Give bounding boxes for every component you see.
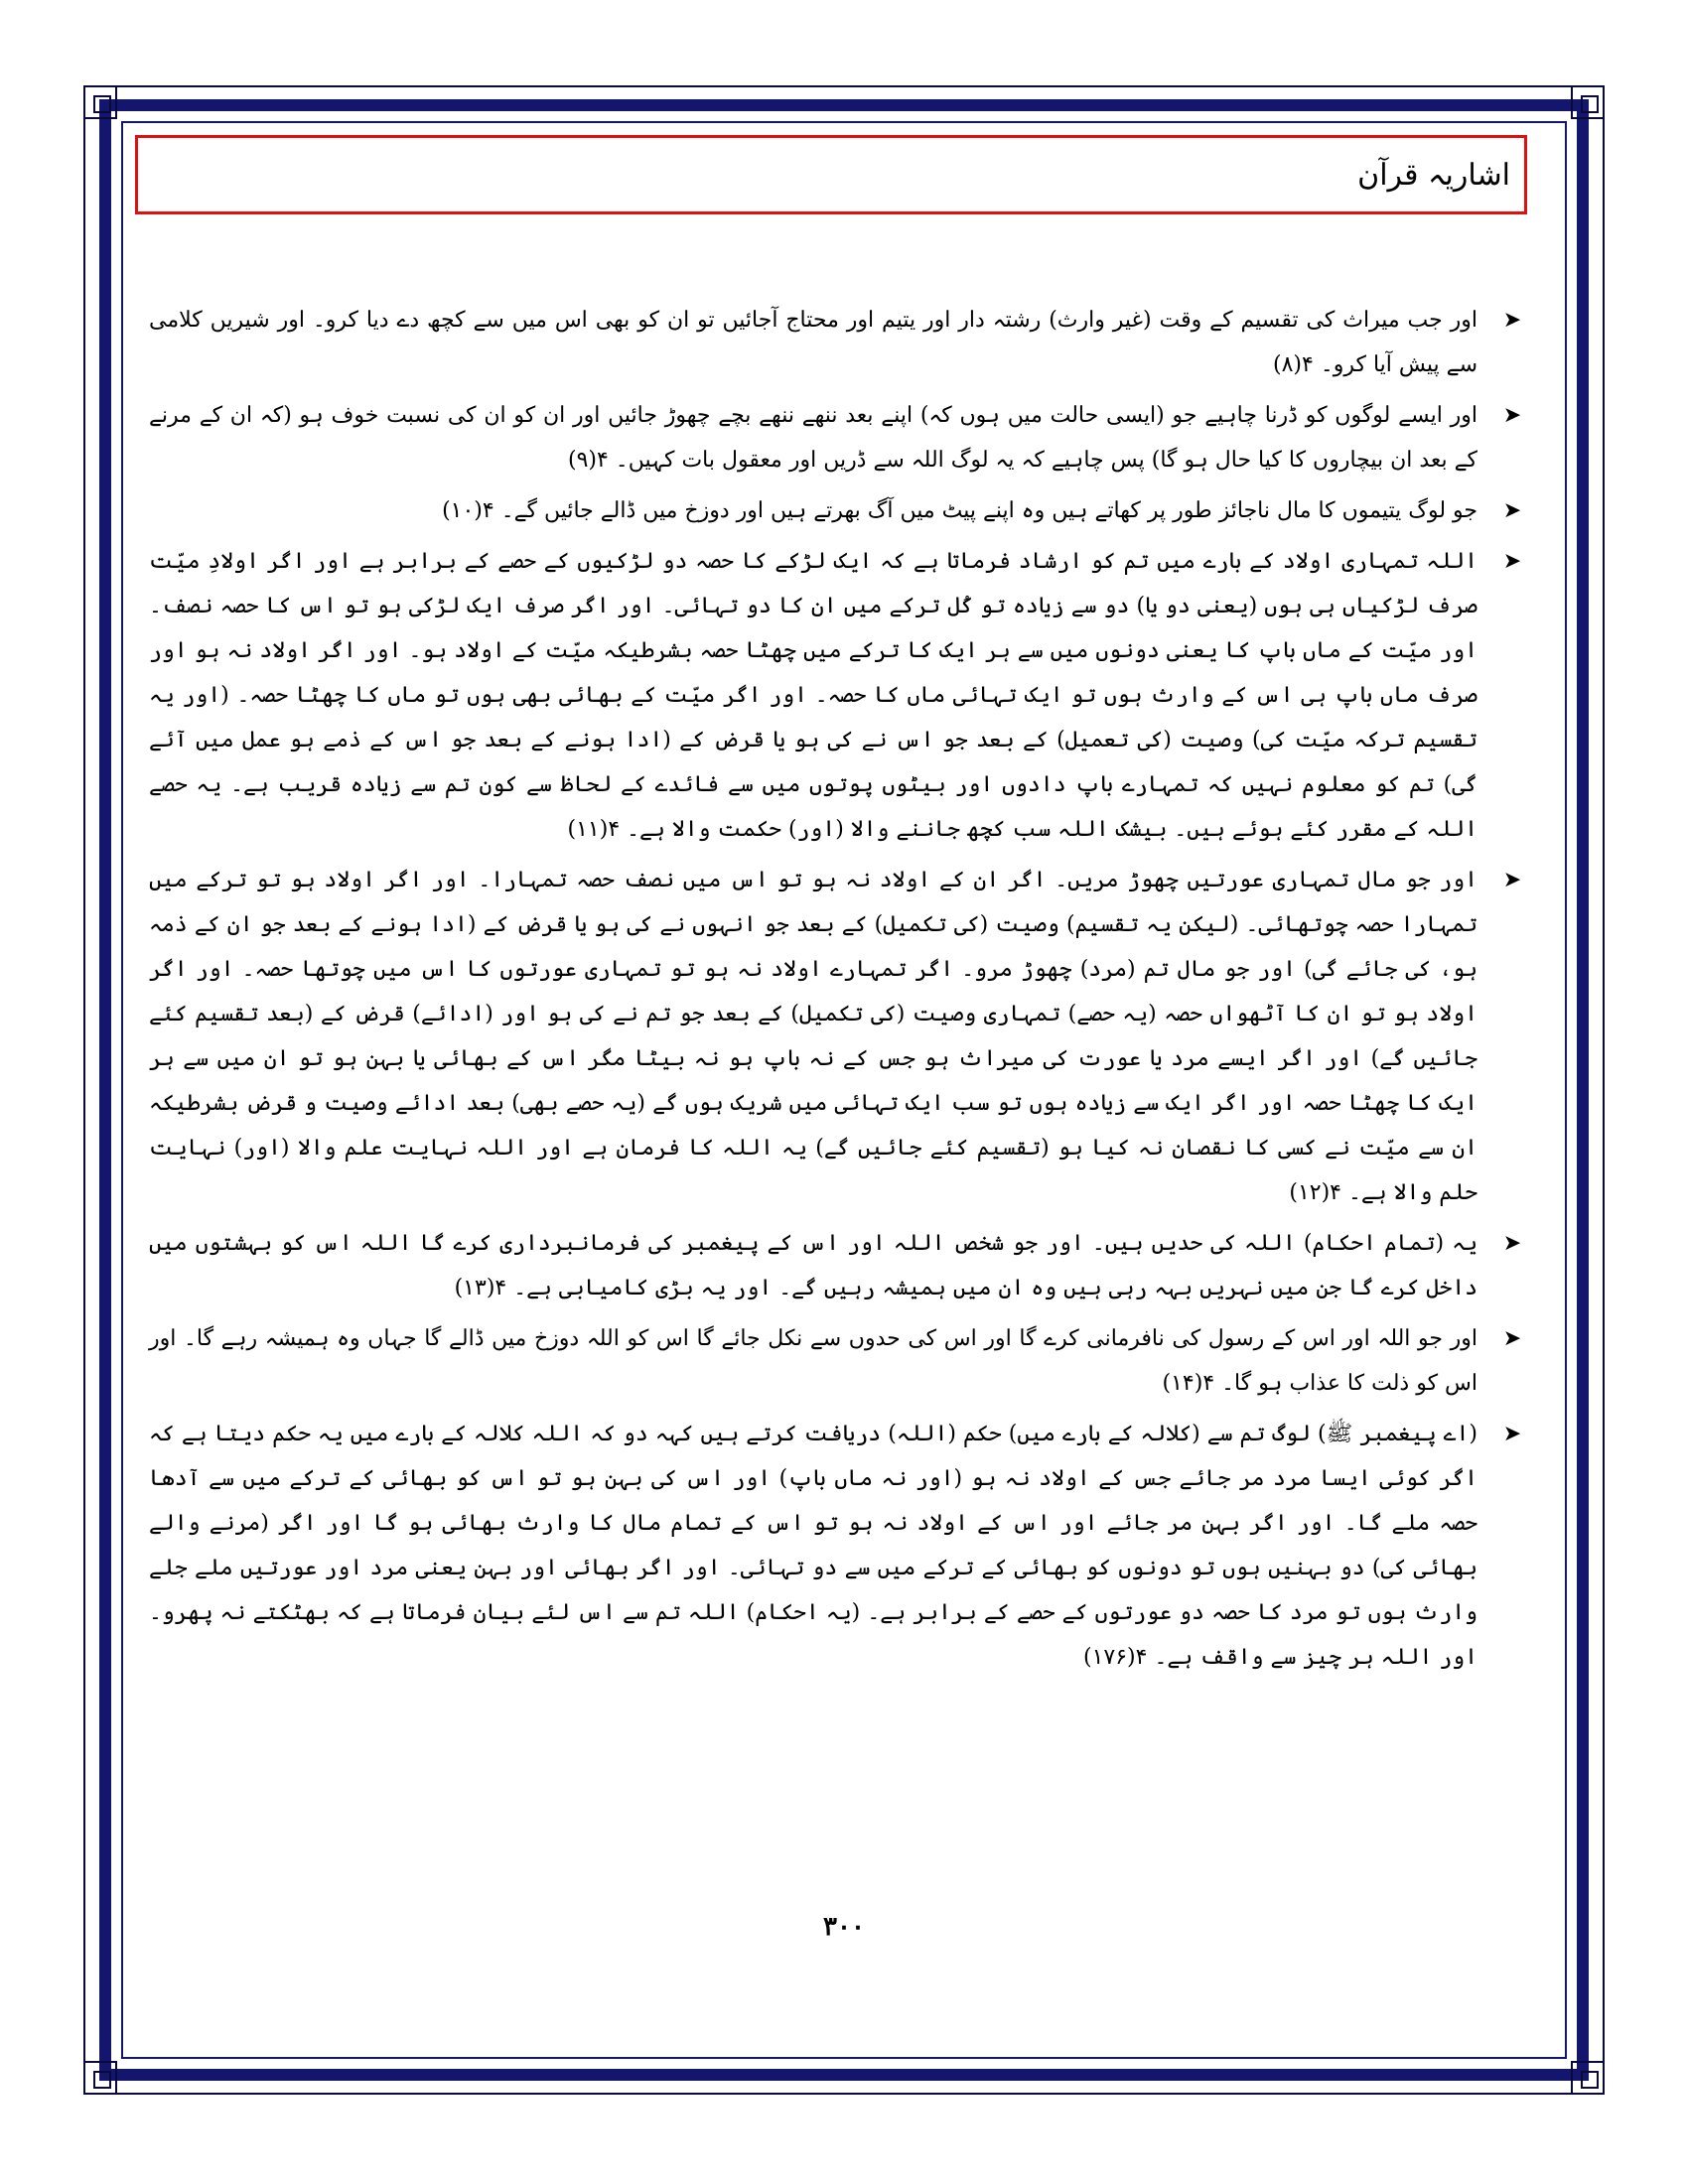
arrow-bullet-icon: ➤ — [1502, 1231, 1522, 1256]
arrow-bullet-icon: ➤ — [1502, 1326, 1522, 1351]
arrow-bullet-icon: ➤ — [1502, 1422, 1522, 1446]
arrow-bullet-icon: ➤ — [1502, 308, 1522, 333]
entry-text: اور جو مال تمہاری عورتیں چھوڑ مریں۔ اگر ان کے اولاد نہ ہو تو اس میں نصف حصہ تمہارا۔ اور اگر اولاد ہو تو ترکے میں تمہارا حصہ چوتھائی۔ (لیکن یہ تقسیم) وصیت (کی تکمیل) کے بعد جو انہوں نے کی ہو یا قرض کے (ادا ہونے کے بعد جو ان کے ذمہ ہو، کی جائے گی) اور جو مال تم (مرد) چھوڑ مرو۔ اگر تمہارے اولاد نہ ہو تو تمہاری عورتوں کا اس میں چوتھا حصہ۔ اور اگر اولاد ہو تو ان کا آٹھواں حصہ (یہ حصے) تمہاری وصیت (کی تکمیل) کے بعد جو تم نے کی ہو اور (ادائے) قرض کے (بعد تقسیم کئے جائیں گے) اور اگر ایسے مرد یا عورت کی میراث ہو جس کے نہ باپ ہو نہ بیٹا مگر اس کے بھائی یا بہن ہو تو ان میں سے ہر ایک کا چھٹا حصہ اور اگر ایک سے زیادہ ہوں تو سب ایک تہائی میں شریک ہوں گے (یہ حصے بھی) بعد ادائے وصیت و قرض بشرطیکہ ان سے میّت نے کسی کا نقصان نہ کیا ہو (تقسیم کئے جائیں گے) یہ اللہ کا فرمان ہے اور اللہ نہایت علم والا (اور) نہایت حلم والا ہے۔ ۴(۱۲) — [149, 868, 1477, 1205]
border-corner-ornament — [1571, 85, 1605, 119]
list-item — [149, 539, 1529, 852]
list-item — [149, 1316, 1529, 1406]
entry-text: (اے پیغمبر ﷺ) لوگ تم سے (کلالہ کے بارے میں) حکم (اللہ) دریافت کرتے ہیں کہہ دو کہ اللہ کلالہ کے بارے میں یہ حکم دیتا ہے کہ اگر کوئی ایسا مرد مر جائے جس کے اولاد نہ ہو (اور نہ ماں باپ) اور اس کی بہن ہو تو اس کو بھائی کے ترکے میں سے آدھا حصہ ملے گا۔ اور اگر بہن مر جائے اور اس کے اولاد نہ ہو تو اس کے تمام مال کا وارث بھائی ہو گا اور اگر (مرنے والے بھائی کی) دو بہنیں ہوں تو دونوں کو بھائی کے ترکے میں سے دو تہائی۔ اور اگر بھائی اور بہن یعنی مرد اور عورتیں ملے جلے وارث ہوں تو مرد کا حصہ دو عورتوں کے حصے کے برابر ہے۔ (یہ احکام) اللہ تم سے اس لئے بیان فرماتا ہے کہ بھٹکتے نہ پھرو۔ اور اللہ ہر چیز سے واقف ہے۔ ۴(۱۷۶) — [149, 1422, 1477, 1670]
page-number: ۳۰۰ — [823, 1912, 865, 1942]
arrow-bullet-icon: ➤ — [1502, 549, 1522, 574]
list-item — [149, 1412, 1529, 1680]
border-corner-ornament — [83, 2061, 117, 2095]
header-box — [135, 135, 1527, 214]
border-corner-ornament — [1571, 2061, 1605, 2095]
list-item — [149, 858, 1529, 1215]
border-corner-ornament — [83, 85, 117, 119]
arrow-bullet-icon: ➤ — [1502, 868, 1522, 892]
entry-text: اور ایسے لوگوں کو ڈرنا چاہیے جو (ایسی حالت میں ہوں کہ) اپنے بعد ننھے ننھے بچے چھوڑ جائیں اور ان کو ان کی نسبت خوف ہو (کہ ان کے مرنے کے بعد ان بیچاروں کا کیا حال ہو گا) پس چاہیے کہ یہ لوگ اللہ سے ڈریں اور معقول بات کہیں۔ ۴(۹) — [149, 403, 1477, 473]
entry-text: اور جب میراث کی تقسیم کے وقت (غیر وارث) رشتہ دار اور یتیم اور محتاج آجائیں تو ان کو بھی اس میں سے کچھ دے دیا کرو۔ اور شیریں کلامی سے پیش آیا کرو۔ ۴(۸) — [149, 308, 1477, 377]
entry-text: اور جو اللہ اور اس کے رسول کی نافرمانی کرے گا اور اس کی حدوں سے نکل جائے گا اس کو اللہ دوزخ میں ڈالے گا جہاں وہ ہمیشہ رہے گا۔ اور اس کو ذلت کا عذاب ہو گا۔ ۴(۱۴) — [149, 1326, 1477, 1396]
list-item — [149, 393, 1529, 482]
entries-list — [149, 298, 1529, 1686]
entry-text: جو لوگ یتیموں کا مال ناجائز طور پر کھاتے ہیں وہ اپنے پیٹ میں آگ بھرتے ہیں اور دوزخ میں ڈالے جائیں گے۔ ۴(۱۰) — [442, 498, 1477, 523]
list-item — [149, 298, 1529, 387]
arrow-bullet-icon: ➤ — [1502, 403, 1522, 428]
list-item — [149, 488, 1529, 533]
list-item — [149, 1221, 1529, 1310]
entry-text: یہ (تمام احکام) اللہ کی حدیں ہیں۔ اور جو شخص اللہ اور اس کے پیغمبر کی فرمانبرداری کرے گا اللہ اس کو بہشتوں میں داخل کرے گا جن میں نہریں بہہ رہی ہیں وہ ان میں ہمیشہ رہیں گے۔ اور یہ بڑی کامیابی ہے۔ ۴(۱۳) — [149, 1231, 1477, 1300]
page-title: اشاریہ قرآن — [1357, 157, 1510, 193]
entry-text: اللہ تمہاری اولاد کے بارے میں تم کو ارشاد فرماتا ہے کہ ایک لڑکے کا حصہ دو لڑکیوں کے حصے کے برابر ہے اور اگر اولادِ میّت صرف لڑکیاں ہی ہوں (یعنی دو یا) دو سے زیادہ تو کُل ترکے میں ان کا دو تہائی۔ اور اگر صرف ایک لڑکی ہو تو اس کا حصہ نصف۔ اور میّت کے ماں باپ کا یعنی دونوں میں سے ہر ایک کا ترکے میں چھٹا حصہ بشرطیکہ میّت کے اولاد ہو۔ اور اگر اولاد نہ ہو اور صرف ماں باپ ہی اس کے وارث ہوں تو ایک تہائی ماں کا حصہ۔ اور اگر میّت کے بھائی بھی ہوں تو ماں کا چھٹا حصہ۔ (اور یہ تقسیم ترکہ میّت کی) وصیت (کی تعمیل) کے بعد جو اس نے کی ہو یا قرض کے (ادا ہونے کے بعد جو اس کے ذمے ہو عمل میں آئے گی) تم کو معلوم نہیں کہ تمہارے باپ دادوں اور بیٹوں پوتوں میں سے فائدے کے لحاظ سے کون تم سے زیادہ قریب ہے۔ یہ حصے اللہ کے مقرر کئے ہوئے ہیں۔ بیشک اللہ سب کچھ جاننے والا (اور) حکمت والا ہے۔ ۴(۱۱) — [149, 549, 1478, 842]
arrow-bullet-icon: ➤ — [1502, 498, 1522, 523]
